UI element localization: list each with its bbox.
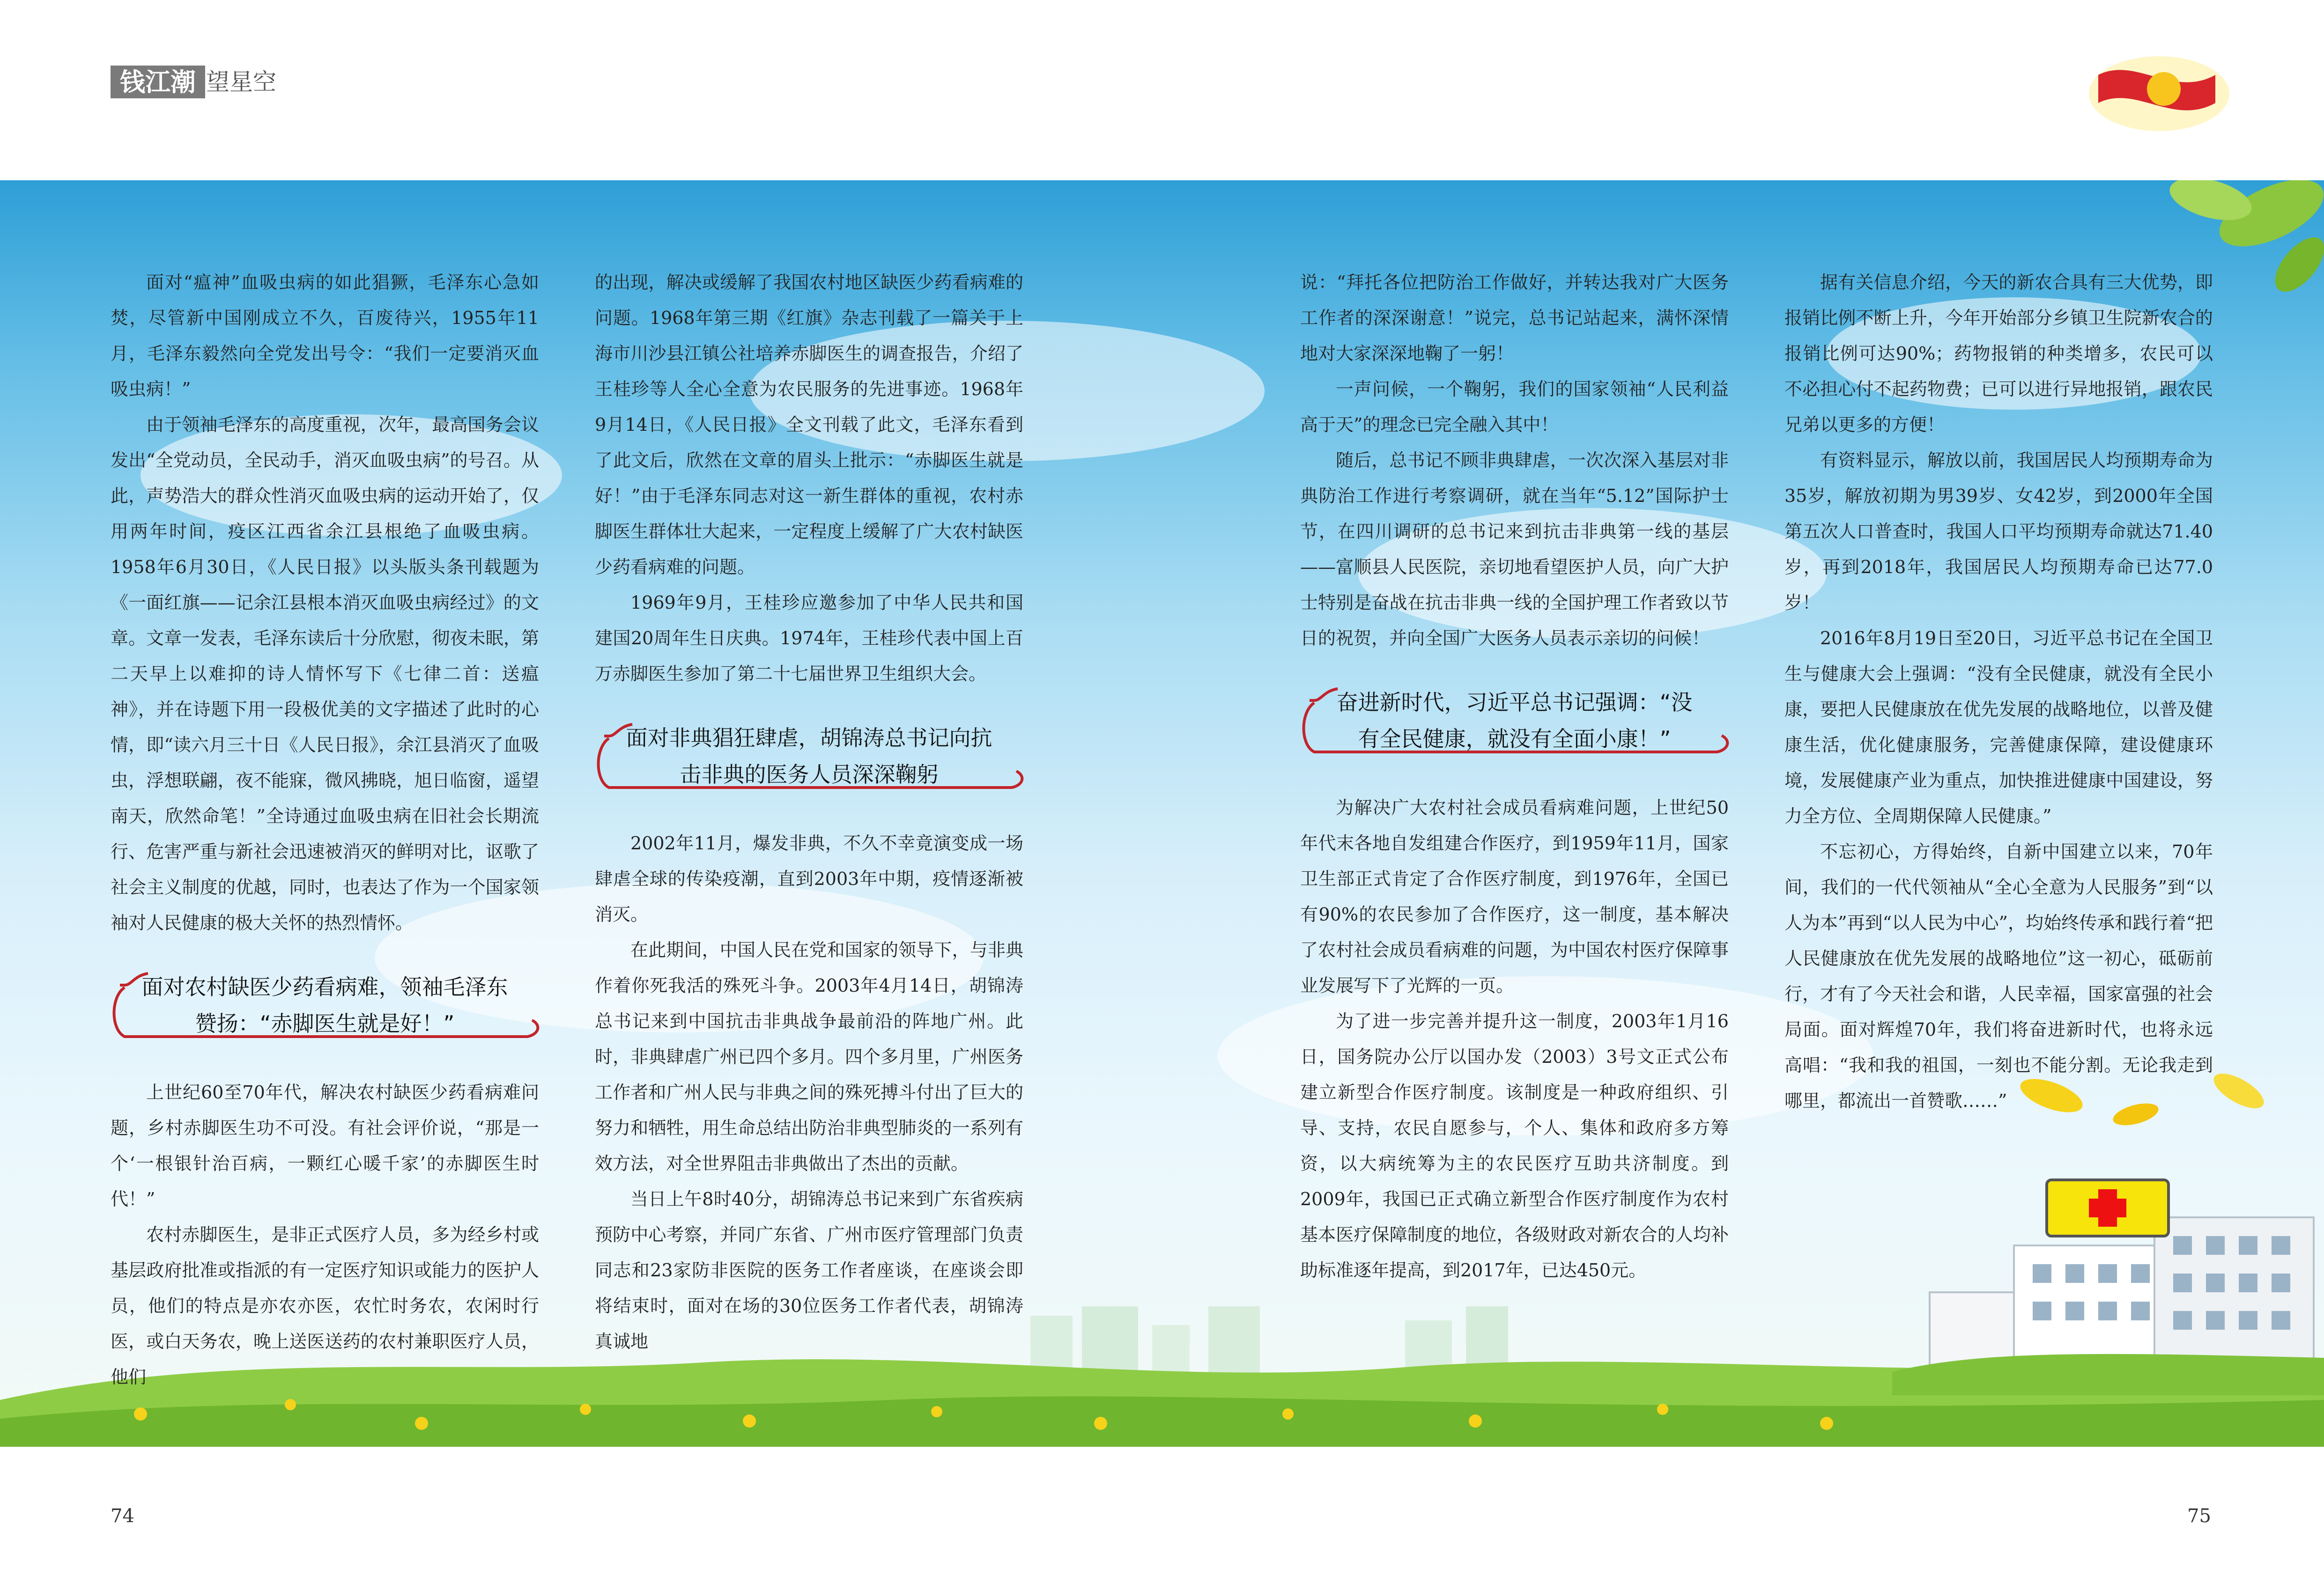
paragraph: 为了进一步完善并提升这一制度，2003年1月16日，国务院办公厅以国办发（2003）3号文正式公布建立新型合作医疗制度。该制度是一种政府组织、引导、支持，农民自愿参与，个人、集体和政府多方筹资，以大病统筹为主的农民医疗互助共济制度。到2009年，我国已正式确立新型合作医疗制度作为农村基本医疗保障制度的地位，各级财政对新农合的人均补助标准逐年提高，到2017年，已达450元。 — [1300, 1011, 1729, 1281]
heading-text: 奋进新时代，习近平总书记强调：“没有全民健康，就没有全面小康！” — [1336, 690, 1693, 751]
page-header-area — [0, 0, 2324, 180]
magazine-logo: 钱江潮 — [111, 66, 205, 98]
section-heading — [111, 969, 539, 1042]
paragraph: 不忘初心，方得始终，自新中国建立以来，70年间，我们的一代代领袖从“全心全意为人民服务”到“以人为本”再到“以人民为中心”，均始终传承和践行着“把人民健康放在优先发展的战略地位”这一初心，砥砺前行，才有了今天社会和谐，人民幸福，国家富强的社会局面。面对辉煌70年，我们将奋进新时代，也将永远高唱：“我和我的祖国，一刻也不能分割。无论我走到哪里，都流出一首赞歌……” — [1784, 841, 2213, 1111]
article-column-3 — [1300, 265, 1729, 1288]
article-column-1 — [111, 265, 539, 1395]
paragraph: 据有关信息介绍，今天的新农合具有三大优势，即报销比例不断上升，今年开始部分乡镇卫生院新农合的报销比例可达90%；药物报销的种类增多，农民可以不必担心付不起药物费；已可以进行异地报销，跟农民兄弟以更多的方便！ — [1784, 272, 2213, 435]
heading-text: 面对非典猖狂肆虐，胡锦涛总书记向抗击非典的医务人员深深鞠躬 — [626, 725, 992, 787]
paragraph: 1969年9月，王桂珍应邀参加了中华人民共和国建国20周年生日庆典。1974年，王桂珍代表中国上百万赤脚医生参加了第二十七届世界卫生组织大会。 — [595, 592, 1023, 684]
article-column-2 — [595, 265, 1023, 1359]
paragraph: 面对“瘟神”血吸虫病的如此猖獗，毛泽东心急如焚，尽管新中国刚成立不久，百废待兴，1955年11月，毛泽东毅然向全党发出号令：“我们一定要消灭血吸虫病！” — [111, 272, 539, 399]
paragraph: 2016年8月19日至20日，习近平总书记在全国卫生与健康大会上强调：“没有全民健康，就没有全民小康，要把人民健康放在优先发展的战略地位，以普及健康生活，优化健康服务，完善健康保障，建设健康环境，发展健康产业为重点，加快推进健康中国建设，努力全方位、全周期保障人民健康。” — [1784, 628, 2213, 826]
paragraph: 上世纪60至70年代，解决农村缺医少药看病难问题，乡村赤脚医生功不可没。有社会评价说，“那是一个‘一根银针治百病，一颗红心暖千家’的赤脚医生时代！” — [111, 1082, 539, 1209]
page-number-left: 74 — [111, 1505, 134, 1527]
article-column-4 — [1784, 265, 2213, 1119]
page-footer-area — [0, 1440, 2324, 1576]
paragraph: 2002年11月，爆发非典，不久不幸竟演变成一场肆虐全球的传染疫潮，直到2003年中期，疫情逐渐被消灭。 — [595, 833, 1023, 925]
anniversary-flag-icon — [2080, 47, 2229, 136]
heading-text: 面对农村缺医少药看病难，领袖毛泽东赞扬：“赤脚医生就是好！” — [141, 974, 508, 1036]
section-name: 望星空 — [206, 68, 276, 96]
paragraph: 由于领袖毛泽东的高度重视，次年，最高国务会议发出“全党动员，全民动手，消灭血吸虫病”的号召。从此，声势浩大的群众性消灭血吸虫病的运动开始了，仅用两年时间，疫区江西省余江县根绝了血吸虫病。1958年6月30日，《人民日报》以头版头条刊载题为《一面红旗——记余江县根本消灭血吸虫病经过》的文章。文章一发表，毛泽东读后十分欣慰，彻夜未眠，第二天早上以难抑的诗人情怀写下《七律二首：送瘟神》，并在诗题下用一段极优美的文字描述了此时的心情，即“读六月三十日《人民日报》，余江县消灭了血吸虫，浮想联翩，夜不能寐，微风拂晓，旭日临窗，遥望南天，欣然命笔！”全诗通过血吸虫病在旧社会长期流行、危害严重与新社会迅速被消灭的鲜明对比，讴歌了社会主义制度的优越，同时，也表达了作为一个国家领袖对人民健康的极大关怀的热烈情怀。 — [111, 414, 539, 933]
paragraph: 在此期间，中国人民在党和国家的领导下，与非典作着你死我活的殊死斗争。2003年4月14日，胡锦涛总书记来到中国抗击非典战争最前沿的阵地广州。此时，非典肆虐广州已四个多月。四个多月里，广州医务工作者和广州人民与非典之间的殊死搏斗付出了巨大的努力和牺牲，用生命总结出防治非典型肺炎的一系列有效方法，对全世界阻击非典做出了杰出的贡献。 — [595, 940, 1023, 1174]
paragraph: 有资料显示，解放以前，我国居民人均预期寿命为35岁，解放初期为男39岁、女42岁，到2000年全国第五次人口普查时，我国人口平均预期寿命就达71.40岁，再到2018年，我国居民人均预期寿命已达77.0岁！ — [1784, 450, 2213, 613]
paragraph: 一声问候，一个鞠躬，我们的国家领袖“人民利益高于天”的理念已完全融入其中！ — [1300, 379, 1729, 435]
paragraph: 的出现，解决或缓解了我国农村地区缺医少药看病难的问题。1968年第三期《红旗》杂志刊载了一篇关于上海市川沙县江镇公社培养赤脚医生的调查报告，介绍了王桂珍等人全心全意为农民服务的先进事迹。1968年9月14日，《人民日报》全文刊载了此文，毛泽东看到了此文后，欣然在文章的眉头上批示：“赤脚医生就是好！”由于毛泽东同志对这一新生群体的重视，农村赤脚医生群体壮大起来，一定程度上缓解了广大农村缺医少药看病难的问题。 — [595, 272, 1023, 577]
section-heading — [595, 720, 1023, 793]
hospital-building-icon — [1892, 1152, 2324, 1395]
paragraph: 农村赤脚医生，是非正式医疗人员，多为经乡村或基层政府批准或指派的有一定医疗知识或能力的医护人员，他们的特点是亦农亦医，农忙时务农，农闲时行医，或白天务农，晚上送医送药的农村兼职医疗人员，他们 — [111, 1224, 539, 1387]
paragraph: 随后，总书记不顾非典肆虐，一次次深入基层对非典防治工作进行考察调研，就在当年“5.12”国际护士节，在四川调研的总书记来到抗击非典第一线的基层——富顺县人民医院，亲切地看望医护人员，向广大护士特别是奋战在抗击非典一线的全国护理工作者致以节日的祝贺，并向全国广大医务人员表示亲切的问候！ — [1300, 450, 1729, 648]
paragraph: 为解决广大农村社会成员看病难问题，上世纪50年代末各地自发组建合作医疗，到1959年11月，国家卫生部正式肯定了合作医疗制度，到1976年，全国已有90%的农民参加了合作医疗，这一制度，基本解决了农村社会成员看病难的问题，为中国农村医疗保障事业发展写下了光辉的一页。 — [1300, 797, 1729, 996]
section-heading — [1300, 684, 1729, 757]
page-number-right: 75 — [2187, 1505, 2211, 1527]
paragraph: 说：“拜托各位把防治工作做好，并转达我对广大医务工作者的深深谢意！”说完，总书记站起来，满怀深情地对大家深深地鞠了一躬！ — [1300, 272, 1729, 364]
paragraph: 当日上午8时40分，胡锦涛总书记来到广东省疾病预防中心考察，并同广东省、广州市医疗管理部门负责同志和23家防非医院的医务工作者座谈，在座谈会即将结束时，面对在场的30位医务工作者代表，胡锦涛真诚地 — [595, 1189, 1023, 1352]
